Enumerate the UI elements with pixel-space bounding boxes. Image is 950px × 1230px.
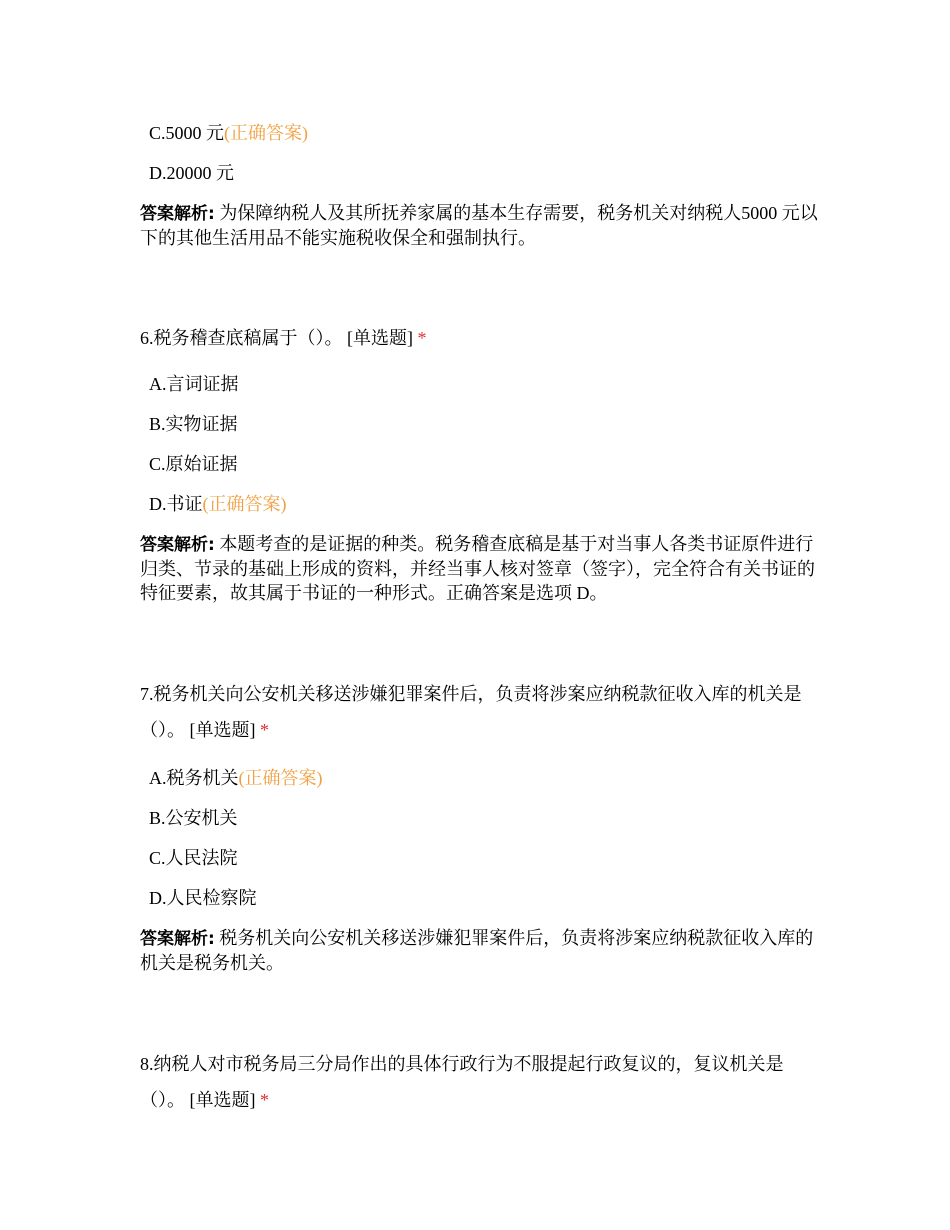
option-text: D.书证 [149, 494, 203, 514]
q5-option-c[interactable] [149, 122, 308, 144]
option-text: C.原始证据 [149, 454, 238, 474]
q6-option-c[interactable] [149, 453, 238, 475]
option-text: C.人民法院 [149, 848, 238, 868]
required-mark: * [417, 328, 427, 348]
option-text: B.实物证据 [149, 414, 238, 434]
q6-option-b[interactable] [149, 413, 238, 435]
explanation-text: 为保障纳税人及其所抚养家属的基本生存需要，税务机关对纳税人5000 元以下的其他生活用品不能实施税收保全和强制执行。 [140, 203, 818, 248]
option-text: B.公安机关 [149, 808, 238, 828]
question-text: 7.税务机关向公安机关移送涉嫌犯罪案件后，负责将涉案应纳税款征收入库的机关是（）。 [单选题] [140, 684, 802, 740]
q7-question [140, 676, 820, 748]
q5-explanation [140, 201, 820, 250]
explanation-text: 本题考查的是证据的种类。税务稽查底稿是基于对当事人各类书证原件进行归类、节录的基础上形成的资料，并经当事人核对签章（签字），完全符合有关书证的特征要素，故其属于书证的一种形式。正确答案是选项 D。 [140, 534, 815, 603]
q7-option-c[interactable] [149, 847, 238, 869]
required-mark: * [260, 1090, 269, 1110]
explanation-label: 答案解析: [140, 929, 215, 949]
q6-option-d[interactable] [149, 493, 287, 515]
option-text: C.5000 元 [149, 123, 225, 143]
explanation-label: 答案解析: [140, 535, 215, 555]
q6-explanation [140, 532, 820, 605]
q5-option-d[interactable] [149, 162, 234, 184]
q6-question [140, 320, 820, 356]
explanation-label: 答案解析: [140, 204, 215, 224]
correct-answer-tag: (正确答案) [238, 768, 323, 788]
option-text: D.20000 元 [149, 163, 234, 183]
q8-question [140, 1046, 820, 1118]
q7-option-a[interactable] [149, 767, 323, 789]
option-text: D.人民检察院 [149, 888, 257, 908]
option-text: A.税务机关 [149, 768, 239, 788]
correct-answer-tag: (正确答案) [224, 123, 309, 143]
q7-option-d[interactable] [149, 887, 257, 909]
q7-explanation [140, 926, 820, 975]
correct-answer-tag: (正确答案) [202, 494, 287, 514]
question-text: 8.纳税人对市税务局三分局作出的具体行政行为不服提起行政复议的，复议机关是（）。 [单选题] [140, 1054, 784, 1110]
question-text: 6.税务稽查底稿属于（）。 [单选题] [140, 328, 413, 348]
explanation-text: 税务机关向公安机关移送涉嫌犯罪案件后，负责将涉案应纳税款征收入库的机关是税务机关。 [140, 928, 814, 973]
option-text: A.言词证据 [149, 374, 239, 394]
q6-option-a[interactable] [149, 373, 239, 395]
q7-option-b[interactable] [149, 807, 238, 829]
required-mark: * [260, 720, 269, 740]
